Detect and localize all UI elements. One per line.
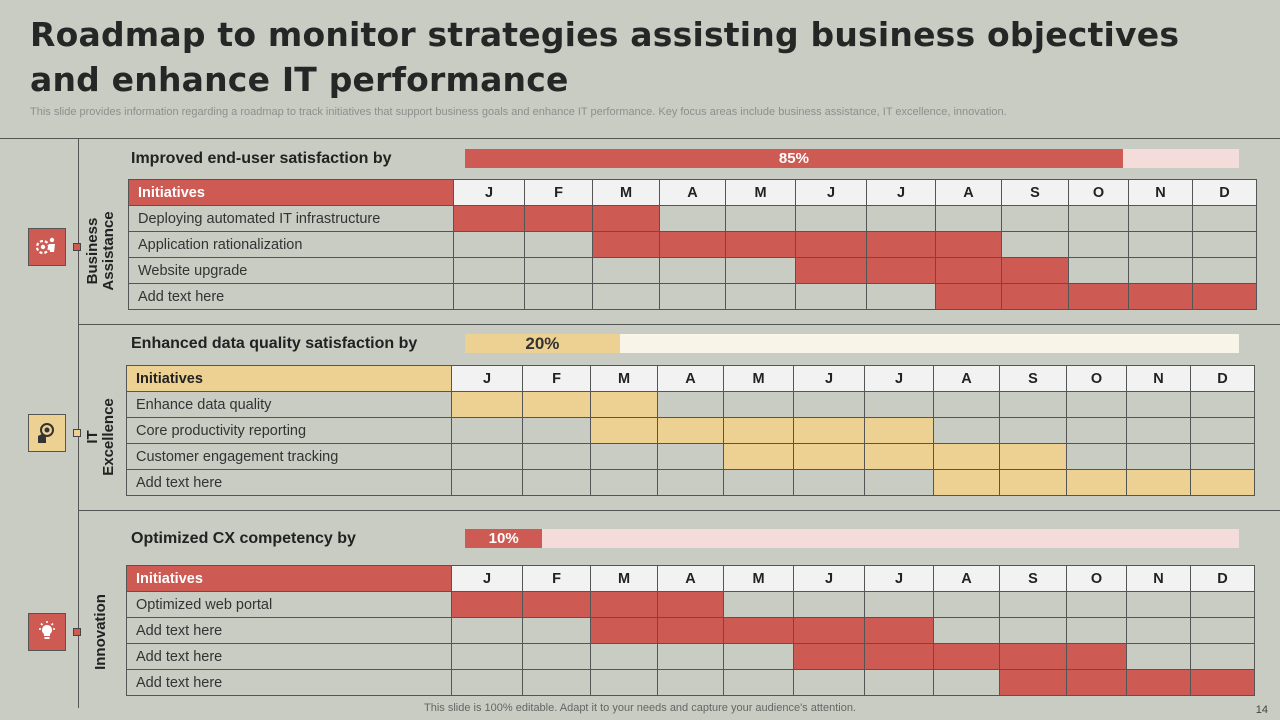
- month-header: S: [1000, 366, 1067, 392]
- table-row: [127, 618, 1255, 644]
- month-header: A: [936, 180, 1002, 206]
- timeline-cell: [796, 206, 867, 232]
- month-header: M: [724, 566, 794, 592]
- month-header: J: [794, 366, 865, 392]
- table-row: [127, 670, 1255, 696]
- timeline-cell-active: [525, 206, 593, 232]
- timeline-cell-active: [865, 418, 934, 444]
- initiatives-header: Initiatives: [127, 366, 452, 392]
- timeline-cell: [1129, 232, 1193, 258]
- progress-track: [465, 529, 1239, 548]
- timeline-cell: [452, 444, 523, 470]
- month-header: O: [1069, 180, 1129, 206]
- timeline-cell: [1191, 392, 1255, 418]
- initiatives-header: Initiatives: [129, 180, 454, 206]
- timeline-cell: [454, 284, 525, 310]
- month-header: F: [523, 566, 591, 592]
- month-header: A: [658, 566, 724, 592]
- category-label-line: Excellence: [100, 398, 117, 476]
- month-header: A: [660, 180, 726, 206]
- month-header: J: [452, 566, 523, 592]
- initiative-name: Website upgrade: [129, 258, 454, 284]
- month-header: N: [1129, 180, 1193, 206]
- month-header: F: [525, 180, 593, 206]
- timeline-cell-active: [794, 418, 865, 444]
- timeline-cell: [1000, 618, 1067, 644]
- month-header: A: [658, 366, 724, 392]
- timeline-cell-active: [1069, 284, 1129, 310]
- metric-label: Optimized CX competency by: [131, 530, 356, 547]
- timeline-cell-active: [1002, 258, 1069, 284]
- timeline-cell: [867, 284, 936, 310]
- timeline-cell: [523, 470, 591, 496]
- timeline-cell: [523, 444, 591, 470]
- month-header: J: [865, 566, 934, 592]
- timeline-cell: [1191, 644, 1255, 670]
- table-row: [129, 232, 1257, 258]
- connector-dot: [73, 243, 81, 251]
- initiative-name: Enhance data quality: [127, 392, 452, 418]
- category-label: [84, 392, 118, 482]
- progress-percent: 85%: [778, 150, 809, 167]
- footer-note: This slide is 100% editable. Adapt it to your needs and capture your audience's attention.: [424, 702, 856, 714]
- timeline-cell-active: [934, 644, 1000, 670]
- roadmap-table: [126, 565, 1255, 696]
- timeline-cell: [1127, 392, 1191, 418]
- timeline-cell: [794, 392, 865, 418]
- timeline-cell: [936, 206, 1002, 232]
- slide-title: Roadmap to monitor strategies assisting business objectives and enhance IT performance: [30, 15, 1180, 99]
- divider-2: [78, 510, 1280, 511]
- category-divider: [78, 138, 79, 708]
- timeline-cell: [1000, 418, 1067, 444]
- timeline-cell-active: [1067, 644, 1127, 670]
- timeline-cell-active: [936, 258, 1002, 284]
- month-header: M: [726, 180, 796, 206]
- timeline-cell: [1127, 644, 1191, 670]
- timeline-cell-active: [1067, 670, 1127, 696]
- it-excellence-icon: [28, 414, 66, 452]
- timeline-cell: [591, 444, 658, 470]
- initiative-name: Optimized web portal: [127, 592, 452, 618]
- timeline-cell: [1127, 444, 1191, 470]
- metric-label: Improved end-user satisfaction by: [131, 150, 392, 167]
- timeline-cell-active: [658, 592, 724, 618]
- progress-track: [465, 334, 1239, 353]
- initiative-name: Add text here: [127, 670, 452, 696]
- timeline-cell-active: [726, 232, 796, 258]
- timeline-cell: [1127, 592, 1191, 618]
- initiative-name: Add text here: [127, 618, 452, 644]
- timeline-cell: [523, 618, 591, 644]
- timeline-cell-active: [796, 232, 867, 258]
- category-label: [87, 587, 115, 677]
- timeline-cell: [934, 618, 1000, 644]
- roadmap-table: [128, 179, 1257, 310]
- category-label-line: IT: [84, 430, 101, 444]
- table-row: [127, 444, 1255, 470]
- timeline-cell-active: [523, 392, 591, 418]
- initiative-name: Deploying automated IT infrastructure: [129, 206, 454, 232]
- progress-track: [465, 149, 1239, 168]
- timeline-cell: [593, 258, 660, 284]
- timeline-cell: [1129, 258, 1193, 284]
- timeline-cell-active: [1129, 284, 1193, 310]
- initiative-name: Core productivity reporting: [127, 418, 452, 444]
- timeline-cell: [523, 670, 591, 696]
- timeline-cell: [658, 670, 724, 696]
- timeline-cell-active: [724, 418, 794, 444]
- timeline-cell-active: [593, 232, 660, 258]
- initiative-name: Add text here: [129, 284, 454, 310]
- month-header: J: [452, 366, 523, 392]
- business-assistance-icon: [28, 228, 66, 266]
- table-row: [127, 470, 1255, 496]
- timeline-cell: [1127, 418, 1191, 444]
- table-row: [127, 592, 1255, 618]
- divider-1: [78, 324, 1280, 325]
- timeline-cell: [1191, 592, 1255, 618]
- timeline-cell-active: [936, 284, 1002, 310]
- initiative-name: Add text here: [127, 644, 452, 670]
- timeline-cell-active: [867, 232, 936, 258]
- timeline-cell: [794, 670, 865, 696]
- timeline-cell: [865, 592, 934, 618]
- progress-fill: [465, 529, 542, 548]
- timeline-cell-active: [1000, 670, 1067, 696]
- initiative-name: Customer engagement tracking: [127, 444, 452, 470]
- timeline-cell-active: [452, 592, 523, 618]
- month-header: J: [794, 566, 865, 592]
- timeline-cell: [660, 206, 726, 232]
- table-row: [129, 206, 1257, 232]
- divider-top: [0, 138, 1280, 139]
- timeline-cell-active: [658, 418, 724, 444]
- timeline-cell: [525, 258, 593, 284]
- connector-dot: [73, 628, 81, 636]
- initiative-name: Add text here: [127, 470, 452, 496]
- month-header: O: [1067, 566, 1127, 592]
- timeline-cell: [1002, 206, 1069, 232]
- month-header: M: [593, 180, 660, 206]
- timeline-cell-active: [454, 206, 525, 232]
- month-header: A: [934, 566, 1000, 592]
- month-header: N: [1127, 566, 1191, 592]
- timeline-cell: [865, 670, 934, 696]
- timeline-cell-active: [591, 418, 658, 444]
- timeline-cell-active: [934, 444, 1000, 470]
- month-header: S: [1000, 566, 1067, 592]
- timeline-cell: [1193, 206, 1257, 232]
- month-header: O: [1067, 366, 1127, 392]
- timeline-cell-active: [796, 258, 867, 284]
- timeline-cell-active: [936, 232, 1002, 258]
- month-header: A: [934, 366, 1000, 392]
- timeline-cell: [452, 618, 523, 644]
- month-header: J: [454, 180, 525, 206]
- month-header: M: [591, 566, 658, 592]
- timeline-cell: [934, 592, 1000, 618]
- timeline-cell: [658, 644, 724, 670]
- timeline-cell: [1127, 618, 1191, 644]
- timeline-cell: [1067, 444, 1127, 470]
- month-header: S: [1002, 180, 1069, 206]
- timeline-cell-active: [591, 592, 658, 618]
- timeline-cell-active: [1191, 670, 1255, 696]
- timeline-cell: [796, 284, 867, 310]
- timeline-cell-active: [523, 592, 591, 618]
- timeline-cell: [452, 418, 523, 444]
- timeline-cell-active: [794, 618, 865, 644]
- timeline-cell-active: [1127, 670, 1191, 696]
- timeline-cell: [660, 258, 726, 284]
- timeline-cell-active: [1067, 470, 1127, 496]
- timeline-cell-active: [794, 644, 865, 670]
- timeline-cell-active: [452, 392, 523, 418]
- table-row: [129, 284, 1257, 310]
- timeline-cell: [724, 670, 794, 696]
- timeline-cell: [1129, 206, 1193, 232]
- timeline-cell: [1067, 418, 1127, 444]
- metric-label: Enhanced data quality satisfaction by: [131, 335, 418, 352]
- timeline-cell-active: [865, 644, 934, 670]
- timeline-cell: [1000, 592, 1067, 618]
- timeline-cell: [523, 644, 591, 670]
- timeline-cell: [1067, 392, 1127, 418]
- connector-dot: [73, 429, 81, 437]
- timeline-cell: [454, 232, 525, 258]
- innovation-lightbulb-icon: [28, 613, 66, 651]
- timeline-cell-active: [1000, 470, 1067, 496]
- month-header: M: [591, 366, 658, 392]
- timeline-cell-active: [1002, 284, 1069, 310]
- timeline-cell: [724, 470, 794, 496]
- timeline-cell: [1191, 444, 1255, 470]
- timeline-cell: [724, 644, 794, 670]
- timeline-cell: [1067, 592, 1127, 618]
- timeline-cell: [794, 592, 865, 618]
- timeline-cell-active: [591, 618, 658, 644]
- table-row: [127, 418, 1255, 444]
- timeline-cell: [934, 670, 1000, 696]
- timeline-cell-active: [794, 444, 865, 470]
- timeline-cell: [1191, 418, 1255, 444]
- timeline-cell: [1069, 258, 1129, 284]
- month-header: J: [867, 180, 936, 206]
- category-label-line: Assistance: [100, 211, 117, 291]
- timeline-cell: [591, 470, 658, 496]
- slide-subtitle: This slide provides information regarding a roadmap to track initiatives that support business goals and enhance IT performance. Key focus areas include business assistance, IT excellence, innovation.: [30, 106, 1007, 118]
- timeline-cell: [865, 470, 934, 496]
- timeline-cell: [452, 470, 523, 496]
- timeline-cell: [1191, 618, 1255, 644]
- table-row: [127, 392, 1255, 418]
- timeline-cell-active: [1000, 644, 1067, 670]
- timeline-cell-active: [1193, 284, 1257, 310]
- progress-fill: [465, 334, 620, 353]
- page-number: 14: [1255, 704, 1268, 716]
- timeline-cell: [660, 284, 726, 310]
- timeline-cell-active: [865, 444, 934, 470]
- month-header: D: [1191, 566, 1255, 592]
- timeline-cell: [452, 644, 523, 670]
- timeline-cell-active: [591, 392, 658, 418]
- timeline-cell: [1002, 232, 1069, 258]
- timeline-cell: [726, 206, 796, 232]
- category-label-line: Innovation: [92, 594, 109, 670]
- timeline-cell: [724, 392, 794, 418]
- month-header: D: [1193, 180, 1257, 206]
- timeline-cell: [934, 418, 1000, 444]
- progress-percent: 10%: [488, 530, 519, 547]
- timeline-cell: [525, 232, 593, 258]
- month-header: F: [523, 366, 591, 392]
- month-header: J: [796, 180, 867, 206]
- timeline-cell-active: [724, 444, 794, 470]
- month-header: J: [865, 366, 934, 392]
- roadmap-table: [126, 365, 1255, 496]
- timeline-cell: [1067, 618, 1127, 644]
- timeline-cell: [523, 418, 591, 444]
- table-row: [127, 644, 1255, 670]
- timeline-cell-active: [1000, 444, 1067, 470]
- category-label: [84, 206, 118, 296]
- month-header: N: [1127, 366, 1191, 392]
- timeline-cell-active: [1191, 470, 1255, 496]
- timeline-cell-active: [1127, 470, 1191, 496]
- timeline-cell: [1000, 392, 1067, 418]
- timeline-cell: [658, 470, 724, 496]
- month-header: M: [724, 366, 794, 392]
- timeline-cell: [454, 258, 525, 284]
- timeline-cell: [452, 670, 523, 696]
- timeline-cell: [525, 284, 593, 310]
- category-label-line: Business: [84, 217, 101, 285]
- timeline-cell-active: [593, 206, 660, 232]
- timeline-cell-active: [865, 618, 934, 644]
- timeline-cell: [1193, 232, 1257, 258]
- table-row: [129, 258, 1257, 284]
- timeline-cell: [591, 670, 658, 696]
- timeline-cell: [724, 592, 794, 618]
- timeline-cell: [867, 206, 936, 232]
- initiatives-header: Initiatives: [127, 566, 452, 592]
- timeline-cell-active: [660, 232, 726, 258]
- timeline-cell: [1069, 206, 1129, 232]
- timeline-cell: [1193, 258, 1257, 284]
- timeline-cell: [1069, 232, 1129, 258]
- timeline-cell-active: [658, 618, 724, 644]
- progress-percent: 20%: [525, 333, 560, 353]
- table-header-row: [129, 180, 1257, 206]
- month-header: D: [1191, 366, 1255, 392]
- table-header-row: [127, 566, 1255, 592]
- timeline-cell: [658, 444, 724, 470]
- timeline-cell: [593, 284, 660, 310]
- timeline-cell: [934, 392, 1000, 418]
- table-header-row: [127, 366, 1255, 392]
- progress-fill: [465, 149, 1123, 168]
- timeline-cell: [591, 644, 658, 670]
- timeline-cell-active: [934, 470, 1000, 496]
- timeline-cell-active: [724, 618, 794, 644]
- timeline-cell-active: [867, 258, 936, 284]
- timeline-cell: [726, 284, 796, 310]
- initiative-name: Application rationalization: [129, 232, 454, 258]
- timeline-cell: [794, 470, 865, 496]
- timeline-cell: [658, 392, 724, 418]
- timeline-cell: [726, 258, 796, 284]
- timeline-cell: [865, 392, 934, 418]
